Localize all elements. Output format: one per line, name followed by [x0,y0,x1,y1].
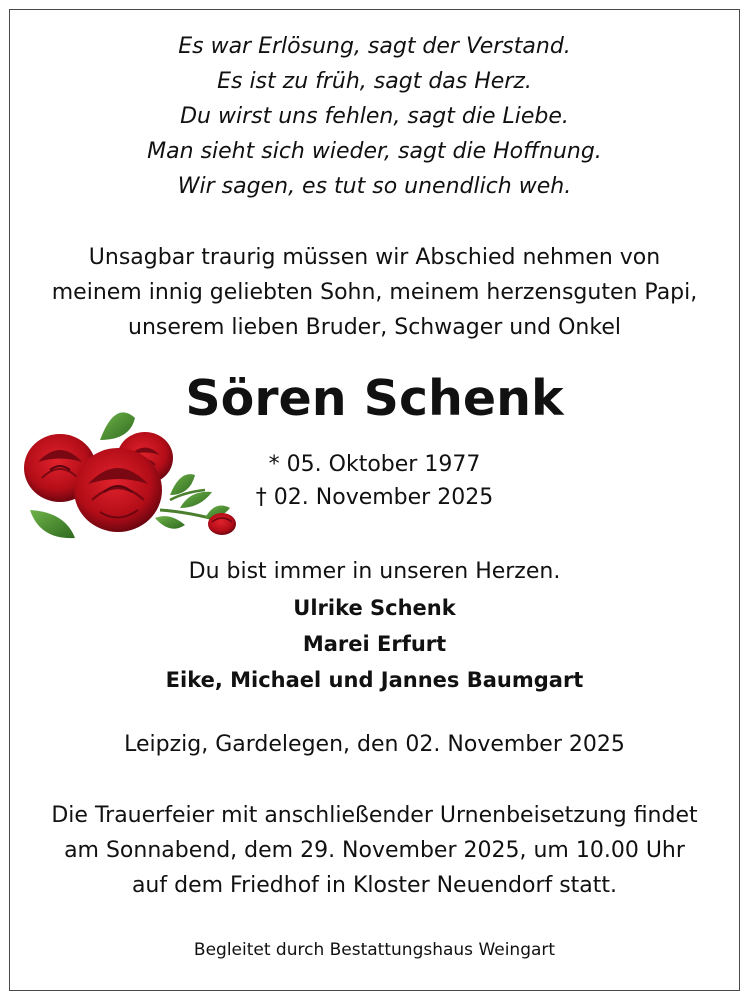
deceased-name: Sören Schenk [185,370,564,427]
intro-text [0,240,749,345]
mourner-name: Marei Erfurt [302,632,447,656]
mourner-name: Ulrike Schenk [293,596,456,620]
life-dates [0,448,749,514]
place-and-date: Leipzig, Gardelegen, den 02. November 2025 [124,732,625,757]
ceremony-line: auf dem Friedhof in Kloster Neuendorf statt. [131,873,618,898]
birth-date: * 05. Oktober 1977 [268,452,481,477]
mourners-block [0,554,749,698]
ceremony-line: am Sonnabend, dem 29. November 2025, um 10.00 Uhr [64,838,685,863]
intro-line: meinem innig geliebten Sohn, meinem herzensguten Papi, [51,280,698,305]
death-date: † 02. November 2025 [255,485,494,510]
ceremony-line: Die Trauerfeier mit anschließender Urnenbeisetzung findet [51,803,698,828]
poem-line: Man sieht sich wieder, sagt die Hoffnung. [147,139,602,164]
poem-line: Du wirst uns fehlen, sagt die Liebe. [180,104,569,129]
poem-line: Es war Erlösung, sagt der Verstand. [178,34,571,59]
family-motto: Du bist immer in unseren Herzen. [188,559,561,584]
poem-line: Es ist zu früh, sagt das Herz. [217,69,532,94]
intro-line: Unsagbar traurig müssen wir Abschied nehmen von [88,245,661,270]
funeral-home-credit: Begleitet durch Bestattungshaus Weingart [193,940,556,960]
mourner-name: Eike, Michael und Jannes Baumgart [165,668,584,692]
ceremony-info [0,798,749,903]
poem-line: Wir sagen, es tut so unendlich weh. [177,174,572,199]
intro-line: unserem lieben Bruder, Schwager und Onkel [128,315,621,340]
poem [0,29,749,204]
